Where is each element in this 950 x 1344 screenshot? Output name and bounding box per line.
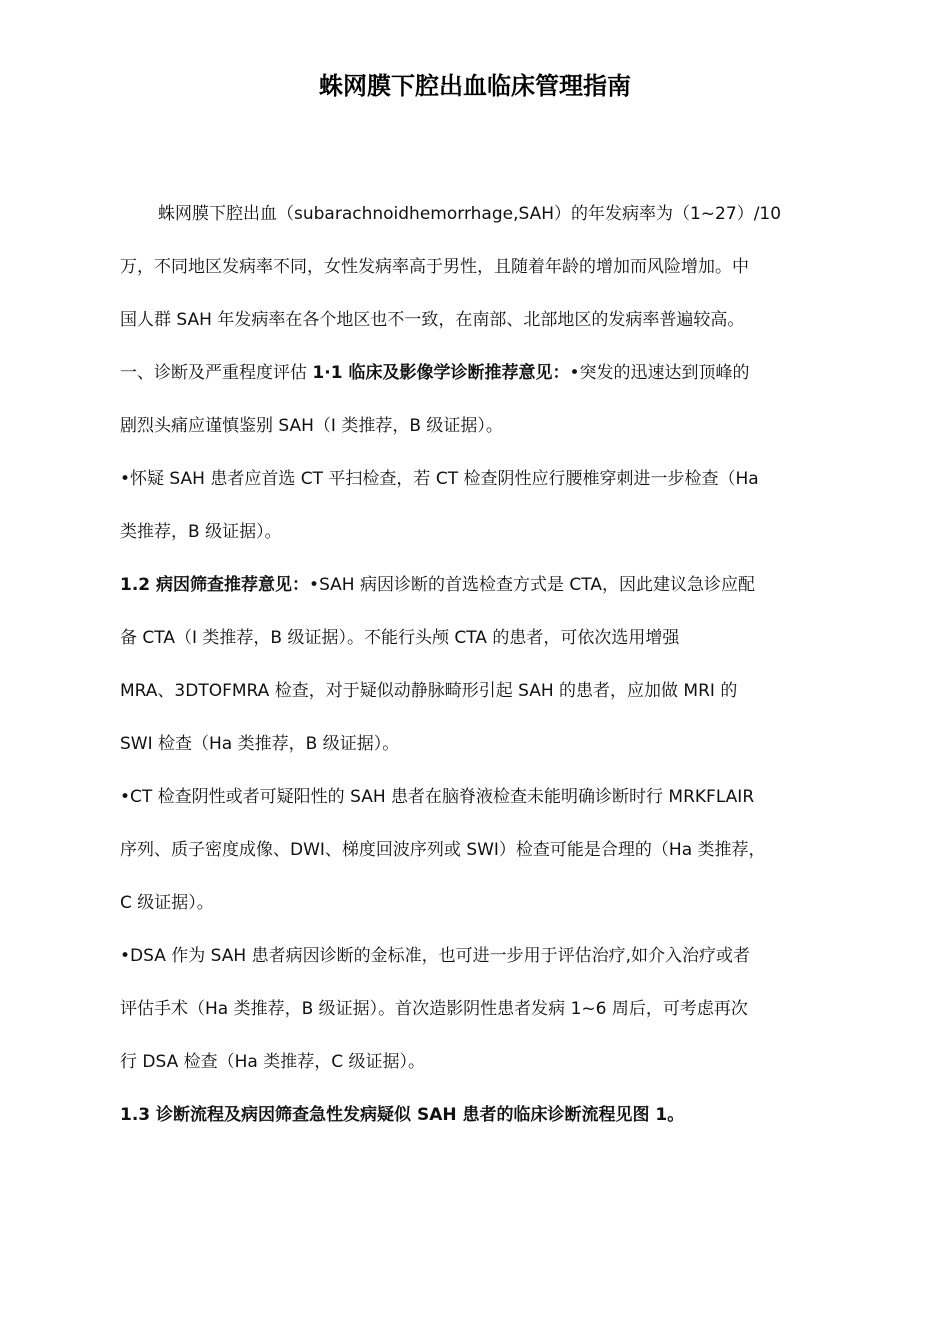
subsection-line: [120, 559, 838, 612]
subsection-heading: 1.3 诊断流程及病因筛查急性发病疑似 SAH 患者的临床诊断流程见图 1。: [120, 1105, 685, 1125]
bullet-line: •怀疑 SAH 患者应首选 CT 平扫检查，若 CT 检查阴性应行腰椎穿刺进一步检查（Ha: [120, 469, 759, 489]
paragraph-line: 蛛网膜下腔出血（subarachnoidhemorrhage,SAH）的年发病率为（1~27）/10: [158, 204, 782, 224]
subsection-heading: 1.2 病因筛查推荐意见：: [120, 575, 310, 595]
document-body: [120, 188, 838, 1142]
paragraph-line: 万，不同地区发病率不同，女性发病率高于男性，且随着年龄的增加而风险增加。中: [120, 257, 749, 277]
paragraph-line: 序列、质子密度成像、DWI、梯度回波序列或 SWI）检查可能是合理的（Ha 类推荐，: [120, 840, 766, 860]
paragraph-line: C 级证据）。: [120, 893, 214, 913]
bullet-text: •突发的迅速达到顶峰的: [569, 363, 750, 383]
document-title: 蛛网膜下腔出血临床管理指南: [319, 72, 631, 100]
paragraph-line: MRA、3DTOFMRA 检查，对于疑似动静脉畸形引起 SAH 的患者，应加做 MRI 的: [120, 681, 738, 701]
bullet-text: •SAH 病因诊断的首选检查方式是 CTA，因此建议急诊应配: [309, 575, 755, 595]
paragraph-line: 国人群 SAH 年发病率在各个地区也不一致，在南部、北部地区的发病率普遍较高。: [120, 310, 745, 330]
bullet-line: •CT 检查阴性或者可疑阳性的 SAH 患者在脑脊液检查未能明确诊断时行 MRKFLAIR: [120, 787, 755, 807]
bullet-line: •DSA 作为 SAH 患者病因诊断的金标准，也可进一步用于评估治疗,如介入治疗或者: [120, 946, 750, 966]
paragraph-line: 类推荐，B 级证据）。: [120, 522, 282, 542]
subsection-heading: 1·1 临床及影像学诊断推荐意见：: [312, 363, 570, 383]
paragraph-line: 备 CTA（I 类推荐，B 级证据）。不能行头颅 CTA 的患者，可依次选用增强: [120, 628, 680, 648]
paragraph-line: 行 DSA 检查（Ha 类推荐，C 级证据）。: [120, 1052, 426, 1072]
paragraph-line: SWI 检查（Ha 类推荐，B 级证据）。: [120, 734, 400, 754]
section-heading-prefix: 一、诊断及严重程度评估: [120, 363, 313, 383]
paragraph-line: 剧烈头痛应谨慎鉴别 SAH（I 类推荐，B 级证据）。: [120, 416, 503, 436]
paragraph-line: 评估手术（Ha 类推荐，B 级证据）。首次造影阴性患者发病 1~6 周后，可考虑再次: [120, 999, 748, 1019]
section-heading-line: [120, 347, 838, 400]
